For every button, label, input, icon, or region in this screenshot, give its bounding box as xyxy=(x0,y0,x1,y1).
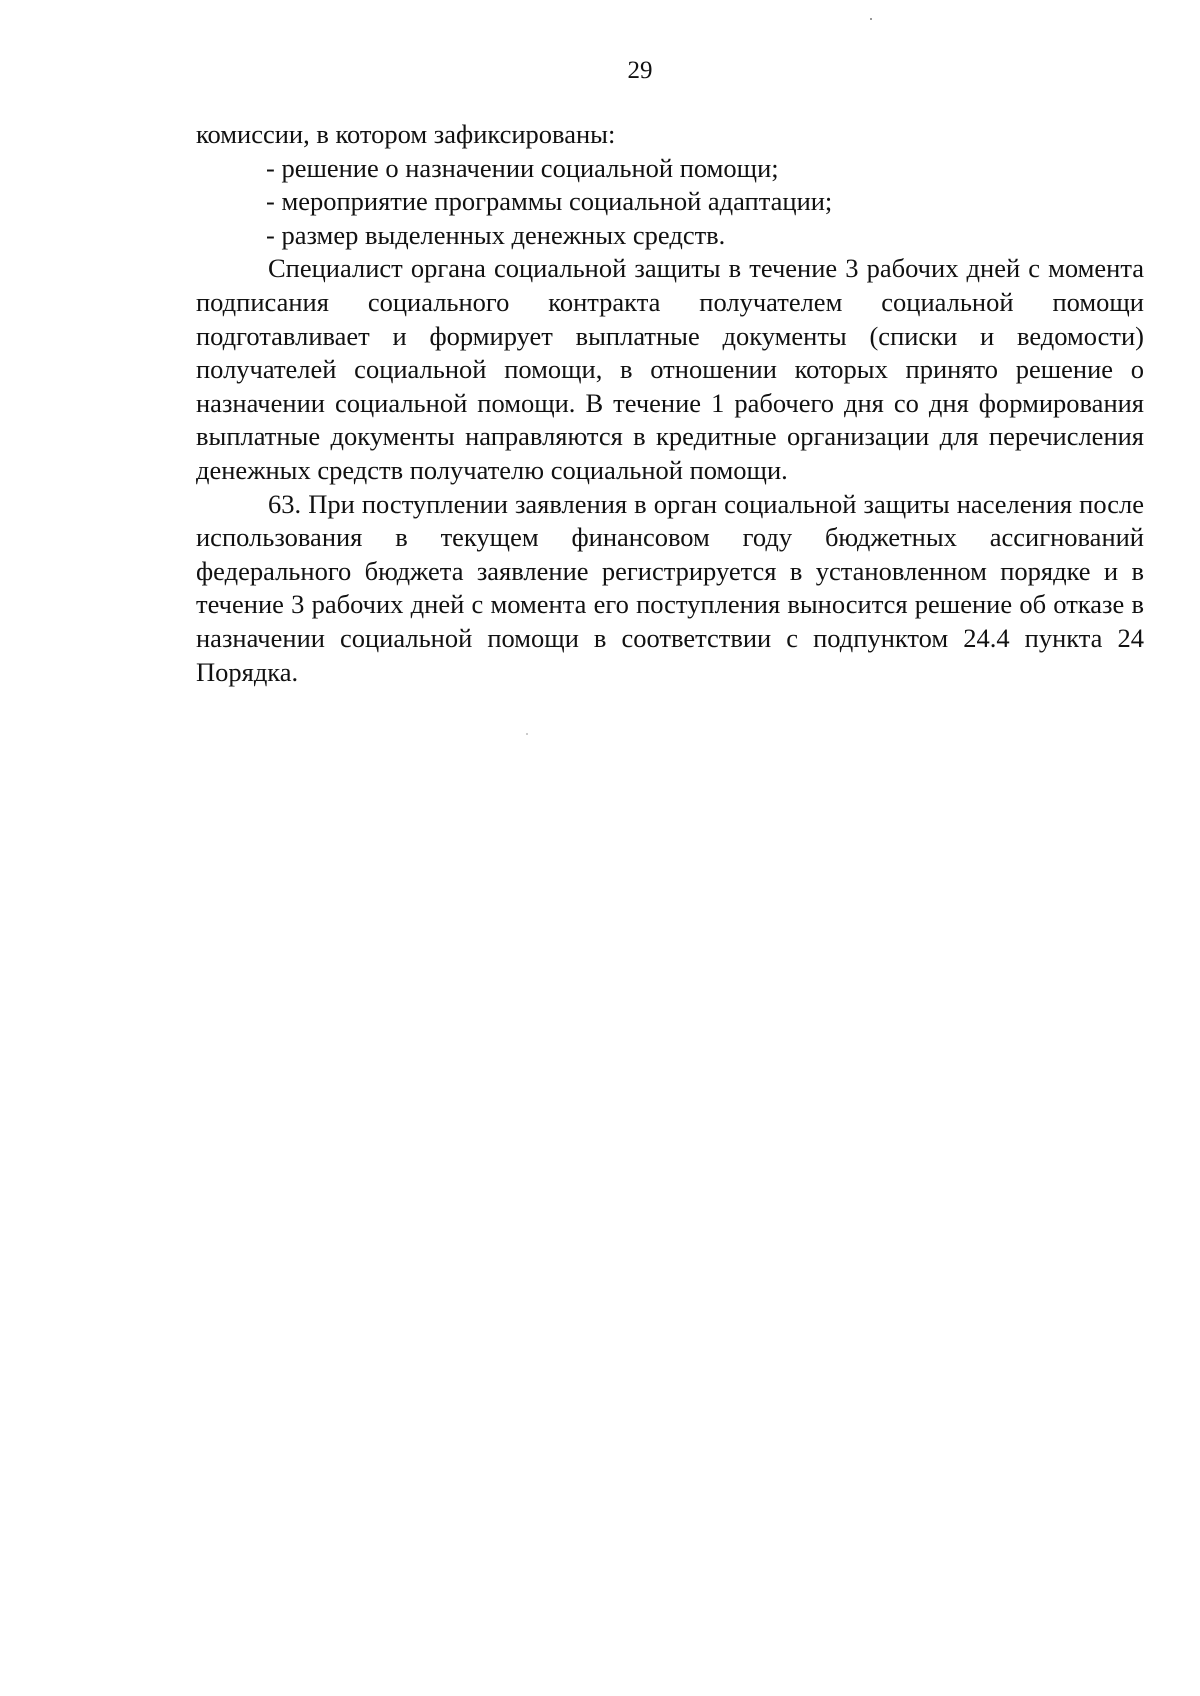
paragraph: Специалист органа социальной защиты в течение 3 рабочих дней с момента подписания социального контракта получателем социальной помощи подготавливает и формирует выплатные документы (списки и ведомости) получателей социальной помощи, в отношении которых принято решение о назначении социальной помощи. В течение 1 рабочего дня со дня формирования выплатные документы направляются в кредитные организации для перечисления денежных средств получателю социальной помощи. xyxy=(196,253,1144,485)
paragraph: 63. При поступлении заявления в орган социальной защиты населения после использования в текущем финансовом году бюджетных ассигнований федерального бюджета заявление регистрируется в установленном порядке и в течение 3 рабочих дней с момента его поступления выносится решение об отказе в назначении социальной помощи в соответствии с подпунктом 24.4 пункта 24 Порядка. xyxy=(196,488,1144,687)
document-body xyxy=(196,118,1144,689)
list-item: - решение о назначении социальной помощи; xyxy=(266,152,779,183)
scan-speck xyxy=(870,18,872,20)
list-item: - мероприятие программы социальной адаптации; xyxy=(266,186,833,217)
paragraph: комиссии, в котором зафиксированы: xyxy=(196,119,616,149)
page-number: 29 xyxy=(627,57,653,84)
list-item: - размер выделенных денежных средств. xyxy=(266,219,726,250)
scan-speck xyxy=(526,733,528,735)
